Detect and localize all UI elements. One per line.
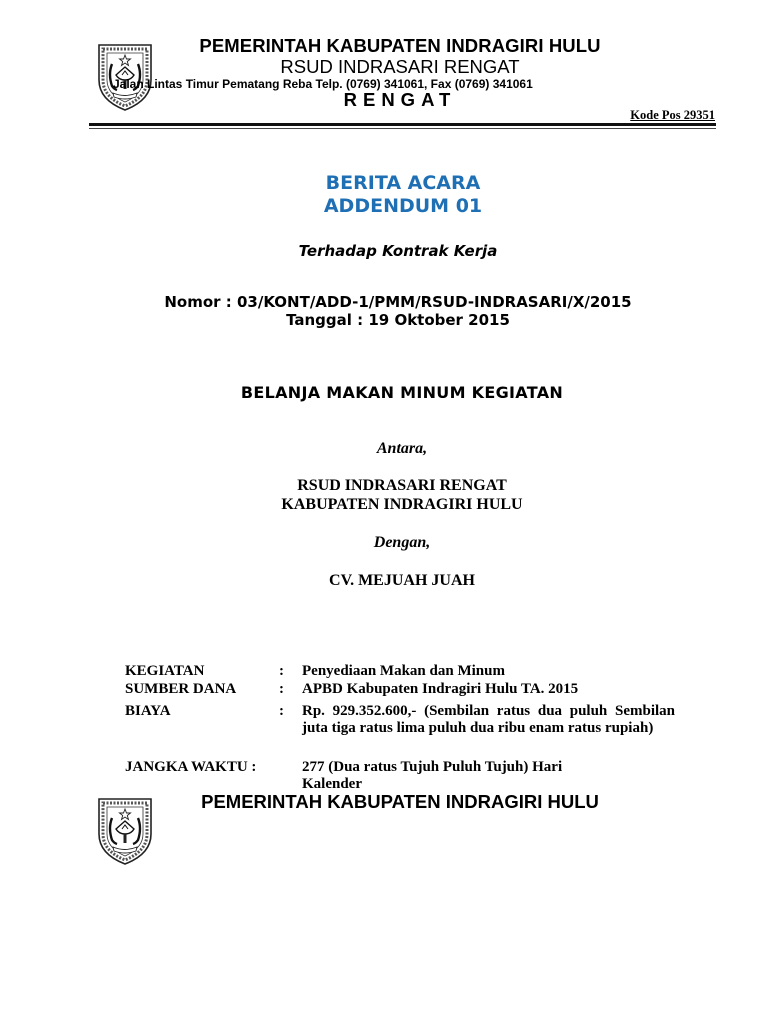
document-title: BERITA ACARA — [325, 172, 481, 194]
document-title-addendum: ADDENDUM 01 — [323, 195, 483, 217]
between-label: Antara, — [376, 440, 428, 457]
first-party-name: RSUD INDRASARI RENGAT — [297, 477, 507, 494]
letterhead-divider-thin — [89, 128, 716, 129]
detail-colon: : — [279, 663, 284, 679]
first-party-region: KABUPATEN INDRAGIRI HULU — [281, 496, 523, 513]
detail-colon: : — [279, 703, 284, 719]
document-date: Tanggal : 19 Oktober 2015 — [286, 311, 510, 329]
detail-label: JANGKA WAKTU : — [125, 759, 257, 775]
letterhead-postal-code: Kode Pos 29351 — [630, 108, 715, 122]
next-page-government-header: PEMERINTAH KABUPATEN INDRAGIRI HULU — [201, 791, 599, 812]
detail-label: SUMBER DANA — [125, 681, 237, 697]
letterhead-divider-thick — [89, 123, 716, 126]
detail-label: BIAYA — [125, 703, 171, 719]
letterhead-city: RENGAT — [343, 89, 457, 110]
letterhead-address: Jalan Lintas Timur Pematang Reba Telp. (0769) 341061, Fax (0769) 341061 — [113, 77, 533, 91]
contract-details — [125, 663, 675, 793]
with-label: Dengan, — [373, 534, 431, 551]
detail-value: APBD Kabupaten Indragiri Hulu TA. 2015 — [302, 681, 579, 697]
detail-colon: : — [279, 681, 284, 697]
detail-value: 277 (Dua ratus Tujuh Puluh Tujuh) Hari Kalender — [302, 759, 563, 792]
detail-value: Penyediaan Makan dan Minum — [302, 663, 505, 679]
letterhead-institution: RSUD INDRASARI RENGAT — [280, 56, 520, 77]
detail-label: KEGIATAN — [125, 663, 205, 679]
second-party-name: CV. MEJUAH JUAH — [329, 572, 475, 589]
document-subtitle: Terhadap Kontrak Kerja — [298, 242, 498, 260]
document-subject: BELANJA MAKAN MINUM KEGIATAN — [240, 383, 564, 402]
document-number: Nomor : 03/KONT/ADD-1/PMM/RSUD-INDRASARI/X/2015 — [164, 293, 632, 311]
detail-value: Rp. 929.352.600,- (Sembilan ratus dua puluh Sembilan juta tiga ratus lima puluh dua ribu enam ratus rupiah) — [302, 703, 675, 736]
letterhead-government: PEMERINTAH KABUPATEN INDRAGIRI HULU — [199, 35, 601, 56]
